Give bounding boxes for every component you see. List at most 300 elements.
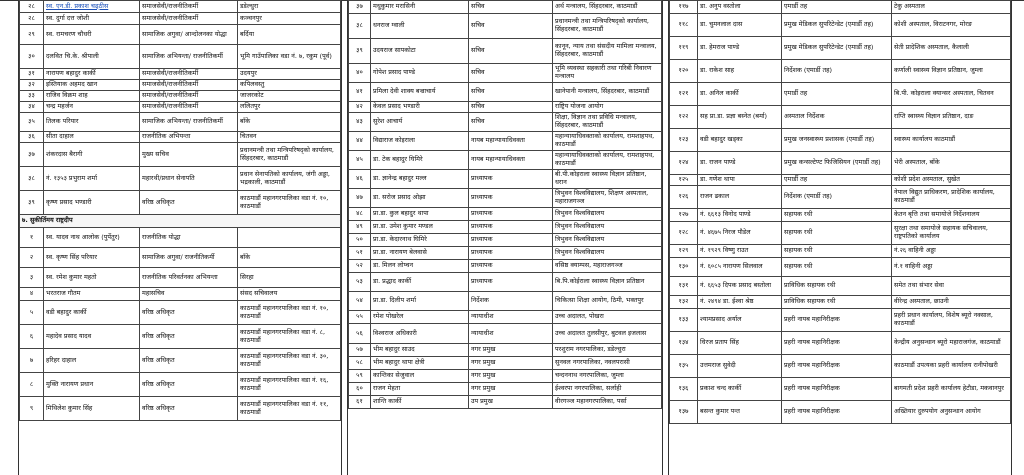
table-row (20, 288, 341, 301)
serial-number-cell: १३० (670, 258, 698, 277)
office-cell: काठमाडौं उपत्यका प्रहरी कार्यालय रानीपोखरी (892, 355, 1011, 378)
table-row (20, 167, 341, 191)
designation-cell: सचिव (469, 39, 553, 64)
office-cell: सेती प्रादेशिक अस्पताल, कैलाली (892, 37, 1011, 60)
office-cell: बागमती प्रदेश प्रहरी कार्यालय हेटौडा, मकवानपुर (892, 378, 1011, 401)
designation-cell: प्रमुख जनस्वास्थ्य प्रशासक (एमार्डी तह) (782, 129, 892, 152)
section-heading: ७. सुकीर्तिमय राष्ट्रदीप (20, 215, 341, 228)
table-column-left (18, 0, 342, 475)
office-cell: काठमाडौं महानगरपालिका वडा नं. १६, काठमाडौं (238, 373, 341, 397)
serial-number-cell: ४३ (349, 113, 371, 132)
person-name-cell: डा. सरोज प्रसाद ओझा (371, 189, 469, 208)
serial-number-cell: ११९ (670, 37, 698, 60)
table-row (20, 397, 341, 421)
person-name-cell: वडी बहादुर कार्की (44, 301, 140, 325)
table-row (349, 102, 662, 113)
designation-cell: प्रहरी नायब महानिरीक्षक (782, 309, 892, 332)
serial-number-cell: ५७ (349, 344, 371, 357)
designation-cell: नायब महान्यायाधिवक्ता (469, 151, 553, 170)
serial-number-cell: ३८ (20, 167, 44, 191)
serial-number-cell: ३३ (20, 91, 44, 102)
office-cell: प्रहरी प्रधान कार्यालय, विशेष ब्यूरो नक्साल, काठमाडौं (892, 309, 1011, 332)
office-cell: बाँके (238, 248, 341, 268)
table-column-right (668, 0, 1012, 475)
table-row (670, 355, 1011, 378)
serial-number-cell: ३७ (349, 1, 371, 14)
designation-cell: समाजसेवी/राजनीतिकर्मी (140, 1, 238, 13)
table-row (349, 189, 662, 208)
serial-number-cell: १३६ (670, 378, 698, 401)
designation-cell: वरिष्ठ अधिकृत (140, 373, 238, 397)
serial-number-cell: ४४ (349, 132, 371, 151)
designation-cell: नगर प्रमुख (469, 383, 553, 396)
office-cell: बाँके (238, 113, 341, 132)
serial-number-cell: २ (20, 248, 44, 268)
table-row (20, 268, 341, 288)
designation-cell: राजनीतिक अभियन्ता (140, 132, 238, 143)
serial-number-cell: ३९ (20, 191, 44, 215)
designation-cell: वरिष्ठ अधिकृत (140, 397, 238, 421)
award-table-right (669, 0, 1011, 424)
person-name-cell: सह प्रा.डा. प्रज्ञा बस्नेत (बर्मा) (698, 106, 782, 129)
office-cell: प्रधानमन्त्री तथा मन्त्रिपरिषद्को कार्यालय, सिंहदरबार, काठमाडौं (238, 143, 341, 167)
designation-cell: सहायक रथी (782, 245, 892, 258)
serial-number-cell: ३८ (349, 14, 371, 39)
person-name-cell: डा. राकेश साह (698, 60, 782, 83)
serial-number-cell: १२५ (670, 175, 698, 186)
serial-number-cell: १२० (670, 60, 698, 83)
serial-number-cell: ५० (349, 234, 371, 247)
designation-cell: सहायक रथी (782, 222, 892, 245)
designation-cell: अस्पताल निर्देशक (782, 106, 892, 129)
table-row (349, 292, 662, 311)
office-cell: कपिलवस्तु (238, 80, 341, 91)
person-name-cell: धिरज प्रताप सिंह (698, 332, 782, 355)
office-cell: वीरेन्द्र अस्पताल, छाउनी (892, 296, 1011, 309)
serial-number-cell: ८ (20, 373, 44, 397)
person-name-cell: स्व. यादव नाथ आलोक (पुर्पेतुर) (44, 228, 140, 248)
person-name-cell: प्रा.डा. कुल बहादुर थापा (371, 208, 469, 221)
table-row (20, 69, 341, 80)
table-row (670, 332, 1011, 355)
table-row (20, 45, 341, 69)
office-cell: चितवन (238, 132, 341, 143)
office-cell: केन्द्रीय अनुसन्धान ब्यूरो महाराजगंज, काठमाडौं (892, 332, 1011, 355)
designation-cell: प्राध्यापक (469, 189, 553, 208)
table-row (20, 373, 341, 397)
table-row (20, 248, 341, 268)
designation-cell: नगर प्रमुख (469, 357, 553, 370)
office-cell: चिकित्सा शिक्षा आयोग, ठिमी, भक्तपुर (553, 292, 662, 311)
serial-number-cell: ३४ (20, 102, 44, 113)
person-name-cell: बसन्त कुमार पन्त (698, 401, 782, 424)
person-name-cell: स्व. कृष्ण सिंह परियार (44, 248, 140, 268)
office-cell: काठमाडौं महानगरपालिका वडा नं. ११, काठमाडौं (238, 397, 341, 421)
office-cell: बर्दिया (238, 25, 341, 45)
designation-cell: सहायक रथी (782, 258, 892, 277)
serial-number-cell: ६ (20, 325, 44, 349)
serial-number-cell: १३३ (670, 309, 698, 332)
person-name-cell: विद्याराज कोइराला (371, 132, 469, 151)
designation-cell: प्राविधिक सहायक रथी (782, 277, 892, 296)
designation-cell: सामाजिक अभियन्ता/ राजनीतिकर्मी (140, 45, 238, 69)
person-name-cell: प्रा.डा. नारायण बेलवासे (371, 247, 469, 260)
table-row (349, 344, 662, 357)
serial-number-cell: ४० (349, 64, 371, 83)
person-name-cell: नं. ६६५३ दिपक प्रसाद बस्तोला (698, 277, 782, 296)
designation-cell: वरिष्ठ अधिकृत (140, 325, 238, 349)
table-row (670, 245, 1011, 258)
table-row (349, 64, 662, 83)
designation-cell: सामाजिक अगुवा/ राजनीतिकर्मी (140, 248, 238, 268)
designation-cell: प्राध्यापक (469, 260, 553, 273)
serial-number-cell: ५५ (349, 311, 371, 324)
table-row (20, 1, 341, 13)
office-cell: सुनवल नगरपालिका, नवलपरासी (553, 357, 662, 370)
person-name-cell: मिथिलेश कुमार सिंह (44, 397, 140, 421)
designation-cell: सचिव (469, 83, 553, 102)
designation-cell: प्रमुख मेडिकल सुपरिटेन्डेट (एमार्डी तह) (782, 14, 892, 37)
table-row (20, 325, 341, 349)
serial-number-cell: ३९ (349, 39, 371, 64)
table-row (20, 91, 341, 102)
serial-number-cell: ३७ (20, 143, 44, 167)
office-cell: ईश्वरपा नगरपालिका, सर्लाही (553, 383, 662, 396)
person-name-cell: भीम बहादुर थापा क्षेत्री (371, 357, 469, 370)
table-row (349, 151, 662, 170)
office-cell: काठमाडौं महानगरपालिका वडा नं. ३०, काठमाडौं (238, 349, 341, 373)
designation-cell: सचिव (469, 102, 553, 113)
person-name-cell: स्व. रमेश कुमार महतो (44, 268, 140, 288)
office-cell: राष्ट्रिय योजना आयोग (553, 102, 662, 113)
table-row (349, 247, 662, 260)
designation-cell: सामाजिक अभियन्ता/ राजनीतिकर्मी (140, 113, 238, 132)
person-name-cell: भरतराज गौतम (44, 288, 140, 301)
table-row (349, 234, 662, 247)
serial-number-cell: १३१ (670, 277, 698, 296)
person-name-cell: स्व. दुर्गा दत्त जोशी (44, 13, 140, 25)
serial-number-cell: ४९ (349, 221, 371, 234)
table-column-middle (347, 0, 663, 475)
designation-cell: प्रहरी नायब महानिरीक्षक (782, 378, 892, 401)
table-row (670, 258, 1011, 277)
person-name-cell: डा. हेमराज पाण्डे (698, 37, 782, 60)
serial-number-cell: ४७ (349, 189, 371, 208)
serial-number-cell: ५१ (349, 247, 371, 260)
person-name-cell: इस्तियाक अहमद खान (44, 80, 140, 91)
serial-number-cell: ४६ (349, 170, 371, 189)
serial-number-cell: ५२ (349, 260, 371, 273)
office-cell: काठमाडौं महानगरपालिका वडा नं. १०, काठमाडौं (238, 301, 341, 325)
table-row (670, 152, 1011, 175)
office-cell: डडेल्धुरा (238, 1, 341, 13)
office-cell (238, 228, 341, 248)
serial-number-cell: १२२ (670, 106, 698, 129)
serial-number-cell: १३२ (670, 296, 698, 309)
serial-number-cell: १३५ (670, 355, 698, 378)
serial-number-cell: ५८ (349, 357, 371, 370)
person-name-cell: धनराज ग्वाली (371, 14, 469, 39)
table-row (349, 83, 662, 102)
table-row (20, 25, 341, 45)
designation-cell: प्राध्यापक (469, 234, 553, 247)
serial-number-cell: ११८ (670, 14, 698, 37)
table-row (20, 301, 341, 325)
office-cell: कानून, न्याय तथा संसदीय मामिला मन्त्रालय, सिंहदरबार, काठमाडौं (553, 39, 662, 64)
designation-cell: न्यायाधीश (469, 324, 553, 344)
office-cell: महान्यायाधिवक्ताको कार्यालय, रामशाहपथ, काठमाडौं (553, 151, 662, 170)
table-row (670, 106, 1011, 129)
designation-cell: प्रमुख मेडिकल सुपरिटेन्डेट (एमार्डी तह) (782, 37, 892, 60)
person-name-cell: मुक्ति नारायण प्रधान (44, 373, 140, 397)
person-name-cell: डा. चुमनलाल दास (698, 14, 782, 37)
person-name-cell: भीम बहादुर साउद (371, 344, 469, 357)
table-row (349, 260, 662, 273)
designation-cell: नगर प्रमुख (469, 370, 553, 383)
office-cell: त्रिभुवन विश्वविद्यालय (553, 208, 662, 221)
designation-cell: मुख्य सचिव (140, 143, 238, 167)
office-cell: बि.पि.कोईराला स्वास्थ्य विज्ञान प्रतिष्ठान (553, 273, 662, 292)
table-row (670, 277, 1011, 296)
table-row (670, 14, 1011, 37)
person-name-cell: डा. ज्ञानेन्द्र बहादुर मल्ल (371, 170, 469, 189)
table-row (670, 175, 1011, 186)
table-row (349, 311, 662, 324)
designation-cell: न्यायाधीश (469, 311, 553, 324)
person-name-cell: डा. राजन पाण्डे (698, 152, 782, 175)
table-row (20, 191, 341, 215)
person-name-cell: डा. गणेश थापा (698, 175, 782, 186)
office-cell: कोशी अस्पताल, विराटनगर, मोरङ (892, 14, 1011, 37)
office-cell: नं.१ वाहिनी अड्डा (892, 258, 1011, 277)
office-cell: भूमि व्यवस्था सहकारी तथा गरिबी निवारण मन्त्रालय (553, 64, 662, 83)
person-name-cell: डा. मिलन लोप्चन (371, 260, 469, 273)
table-row (349, 1, 662, 14)
office-cell: बि.पी. कोइराला क्यान्सर अस्पताल, चितवन (892, 83, 1011, 106)
office-cell: ललितपुर (238, 102, 341, 113)
office-cell: स्वास्थ्य कार्यालय काठमाडौं (892, 129, 1011, 152)
serial-number-cell: १२३ (670, 129, 698, 152)
person-name-link[interactable]: स्व. एन.डी. प्रकाश चढ्ठीस (46, 1, 109, 10)
table-row (20, 113, 341, 132)
person-name-cell: मधुकुमार मरासिनी (371, 1, 469, 14)
person-name-cell: कान्तिका सेजुवाल (371, 370, 469, 383)
person-name-cell: प्रमिला देवी शाक्य बज्राचार्य (371, 83, 469, 102)
designation-cell: प्राविधिक सहायक रथी (782, 296, 892, 309)
designation-cell: समाजसेवी/राजनीतिकर्मी (140, 80, 238, 91)
table-row (670, 186, 1011, 209)
table-row (349, 170, 662, 189)
designation-cell: राजनीतिक परिवर्तनका अभियन्ता (140, 268, 238, 288)
designation-cell: नायब महान्यायाधिवक्ता (469, 132, 553, 151)
office-cell: त्रिभुवन विश्वविद्यालय, शिक्षण अस्पताल, महाराजगञ्ज (553, 189, 662, 208)
serial-number-cell: १३७ (670, 401, 698, 424)
table-row (20, 349, 341, 373)
person-name-cell: प्रा.डा. उमेश कुमार मण्डल (371, 221, 469, 234)
serial-number-cell: ११७ (670, 1, 698, 14)
designation-cell: प्राध्यापक (469, 247, 553, 260)
table-row (670, 83, 1011, 106)
table-row (349, 208, 662, 221)
person-name-cell: तिलक परियार (44, 113, 140, 132)
person-name-cell: नं. २४९४ डा. ईश्वा श्रेष्ठ (698, 296, 782, 309)
designation-cell: समाजसेवी/राजनीतिकर्मी (140, 91, 238, 102)
person-name-cell: नं. ६६१३ विनोद पाण्डे (698, 209, 782, 222)
office-cell: त्रिभुवन विश्वविद्यालय (553, 247, 662, 260)
serial-number-cell: ३ (20, 268, 44, 288)
person-name-cell: राजन ढकाल (698, 186, 782, 209)
table-row (349, 132, 662, 151)
serial-number-cell: ४२ (349, 102, 371, 113)
serial-number-cell: १३४ (670, 332, 698, 355)
serial-number-cell: ३५ (20, 113, 44, 132)
office-cell: उच्च अदालत, पोखरा (553, 311, 662, 324)
designation-cell: राजनीतिक योद्धा (140, 228, 238, 248)
serial-number-cell: २८ (20, 1, 44, 13)
office-cell: त्रिभुवन विश्वविद्यालय (553, 234, 662, 247)
table-row (670, 222, 1011, 245)
serial-number-cell: १२९ (670, 245, 698, 258)
designation-cell: निर्देशक (एमार्डी तह) (782, 186, 892, 209)
office-cell: जाजरकोट (238, 91, 341, 102)
office-cell: प्रधानमन्त्री तथा मन्त्रिपरिषद्को कार्यालय, सिंहदरबार, काठमाडौं (553, 14, 662, 39)
office-cell: काठमाडौं महानगरपालिका वडा नं. १०, काठमाडौं (238, 191, 341, 215)
office-cell: चन्दननाथ नगरपालिका, जुम्ला (553, 370, 662, 383)
person-name-cell: हरिहर दाहाल (44, 349, 140, 373)
table-row (349, 39, 662, 64)
office-cell: प्रधान सेनापतिको कार्यालय, जंगी अड्डा, भद्रकाली, काठमाडौं (238, 167, 341, 191)
serial-number-cell: १२७ (670, 209, 698, 222)
designation-cell: सचिव (469, 64, 553, 83)
serial-number-cell: १२८ (670, 222, 698, 245)
table-row (349, 357, 662, 370)
table-row (670, 401, 1011, 424)
office-cell: त्रिभुवन विश्वविद्यालय (553, 221, 662, 234)
table-row (20, 102, 341, 113)
serial-number-cell: ४१ (349, 83, 371, 102)
table-row (670, 129, 1011, 152)
person-name-cell: महादेव प्रसाद यादव (44, 325, 140, 349)
person-name-cell: विश्वराज अधिकारी (371, 324, 469, 344)
serial-number-cell: १२४ (670, 152, 698, 175)
designation-cell: प्रमुख कन्सल्टेण्ट फिजिसियन (एमार्डी तह) (782, 152, 892, 175)
office-cell: परशुराम नगरपालिका, डडेल्धुरा (553, 344, 662, 357)
table-row (349, 383, 662, 396)
table-row (20, 132, 341, 143)
office-cell: बी.पी.कोइराला स्वास्थ्य विज्ञान प्रतिष्ठान, धरान (553, 170, 662, 189)
table-row (349, 14, 662, 39)
designation-cell: सचिव (469, 14, 553, 39)
office-cell: उच्च अदालत तुलसीपुर, बुटवल इजलास (553, 324, 662, 344)
table-row (349, 324, 662, 344)
award-table-left (19, 0, 341, 421)
award-table-middle (348, 0, 662, 409)
designation-cell: सहायक रथी (782, 209, 892, 222)
designation-cell: प्रहरी नायब महानिरीक्षक (782, 355, 892, 378)
serial-number-cell: ६० (349, 383, 371, 396)
designation-cell: नगर प्रमुख (469, 344, 553, 357)
office-cell: सुरक्षा तथा समायोजे सहायक सचिवालय, राष्ट्रपतिको कार्यालय (892, 222, 1011, 245)
person-name-cell: नं. १९२९ विष्णु राउत (698, 245, 782, 258)
office-cell: खानेपानी मन्त्रालय, सिंहदरबार, काठमाडौं (553, 83, 662, 102)
person-name-cell: दलवित चि.के. श्रीपाली (44, 45, 140, 69)
table-row (670, 60, 1011, 83)
office-cell: वीरगञ्ज महानगरपालिका, पर्सा (553, 396, 662, 409)
designation-cell: एमार्डी तह (782, 1, 892, 14)
designation-cell: समाजसेवी/राजनीतिकर्मी (140, 102, 238, 113)
person-name-cell: प्रा.डा. दिलीप शर्मा (371, 292, 469, 311)
person-name-cell: उत्तमराज सुवेदी (698, 355, 782, 378)
designation-cell: उप प्रमुख (469, 396, 553, 409)
office-cell: महान्यायाधिवक्ताको कार्यालय, रामशाहपथ, काठमाडौं (553, 132, 662, 151)
person-name-cell: रमेश पोखरेल (371, 311, 469, 324)
person-name-cell: डा. अनुप वस्तोला (698, 1, 782, 14)
serial-number-cell: ३२ (20, 80, 44, 91)
office-cell: कञ्चनपुर (238, 13, 341, 25)
table-row (670, 309, 1011, 332)
serial-number-cell: ४ (20, 288, 44, 301)
designation-cell: समाजसेवी/राजनीतिकर्मी (140, 69, 238, 80)
person-name-cell: डा. टेक बहादुर घिमिरे (371, 151, 469, 170)
person-name-cell (44, 1, 140, 13)
serial-number-cell: २९ (20, 25, 44, 45)
person-name-cell: प्रा.डा. केदारनाथ घिमिरे (371, 234, 469, 247)
office-cell: उदयपुर (238, 69, 341, 80)
person-name-cell: स्व. रामचरण चौधरी (44, 25, 140, 45)
office-cell: कोशी प्रदेश अस्पताल, सुखेत (892, 175, 1011, 186)
section-row (20, 215, 341, 228)
person-name-cell: उदयराज सापकोटा (371, 39, 469, 64)
table-row (670, 378, 1011, 401)
person-name-cell: कृष्ण प्रसाद भण्डारी (44, 191, 140, 215)
serial-number-cell: १ (20, 228, 44, 248)
serial-number-cell: ५३ (349, 273, 371, 292)
table-row (670, 1, 1011, 14)
person-name-cell: श्यामप्रसाद अर्याल (698, 309, 782, 332)
designation-cell: महासचिव (140, 288, 238, 301)
serial-number-cell: ४८ (349, 208, 371, 221)
office-cell: अर्थ मन्त्रालय, सिंहदरबार, काठमाडौं (553, 1, 662, 14)
table-row (349, 396, 662, 409)
designation-cell: प्राध्यापक (469, 221, 553, 234)
person-name-cell: नं. ४६७५ निरज पौडेल (698, 222, 782, 245)
person-name-cell: शान्ति कार्की (371, 396, 469, 409)
table-row (20, 228, 341, 248)
person-name-cell: गोपेश प्रसाद पाण्डे (371, 64, 469, 83)
serial-number-cell: ५ (20, 301, 44, 325)
office-cell: समेत तथा संभार सेवा (892, 277, 1011, 296)
table-row (20, 143, 341, 167)
office-cell: टेकु अस्पताल (892, 1, 1011, 14)
office-cell: अख्तियार दुरुपयोग अनुसन्धान आयोग (892, 401, 1011, 424)
person-name-cell: प्रकाश चन्द कार्की (698, 378, 782, 401)
office-cell: कर्णाली स्वास्थ्य विज्ञान प्रतिष्ठान, जुम्ला (892, 60, 1011, 83)
serial-number-cell: २८ (20, 13, 44, 25)
office-cell: नेपाल विद्युत प्राधिकरण, प्रादेशिक कार्यालय, काठमाडौं (892, 186, 1011, 209)
office-cell: केतन बृत्ति तथा समायोजे निर्देशनालय (892, 209, 1011, 222)
person-name-cell: शंकरदास बैरागी (44, 143, 140, 167)
designation-cell: सामाजिक अगुवा/ आन्दोलनका योद्धा (140, 25, 238, 45)
designation-cell: निर्देशक (एमार्डी तह) (782, 60, 892, 83)
serial-number-cell: ९ (20, 397, 44, 421)
serial-number-cell: ३६ (20, 132, 44, 143)
table-row (20, 13, 341, 25)
serial-number-cell: ५६ (349, 324, 371, 344)
person-name-cell: सुरेश आचार्य (371, 113, 469, 132)
serial-number-cell: ३१ (20, 69, 44, 80)
person-name-cell: डा. अनिल कार्की (698, 83, 782, 106)
designation-cell: एमार्डी तह (782, 175, 892, 186)
